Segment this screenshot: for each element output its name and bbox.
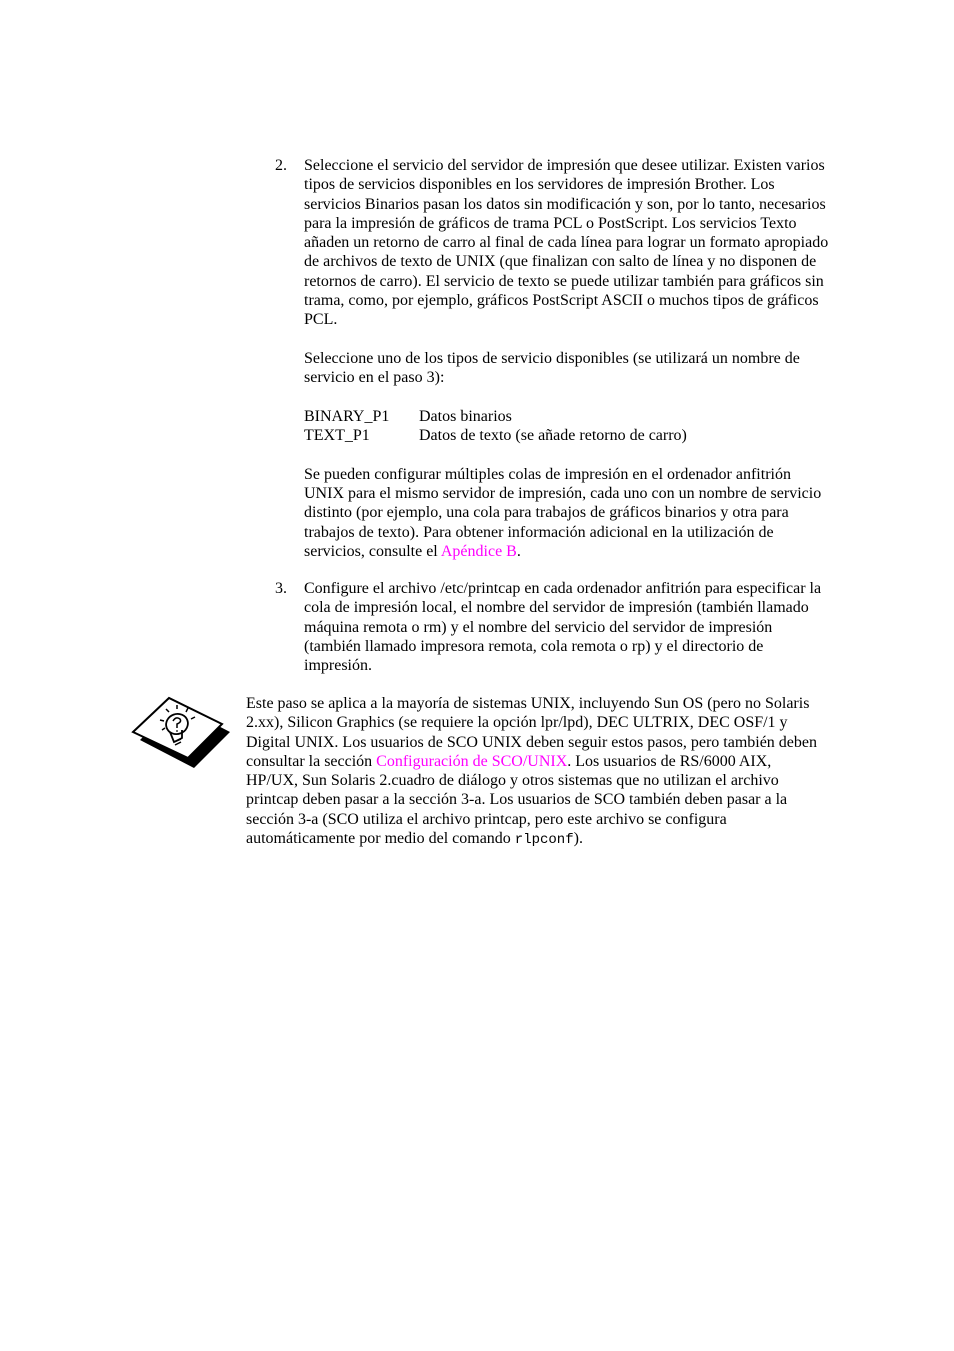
service-description: Datos de texto (se añade retorno de carro) [419,427,687,445]
item-2-body [304,156,829,561]
item-3-body [304,579,829,675]
note-paragraph [246,694,826,850]
service-name: TEXT_P1 [304,427,370,445]
paragraph-3-end: . [516,542,521,560]
service-name: BINARY_P1 [304,407,390,425]
item-2-paragraph-3 [304,465,829,561]
note-text-middle: . Los usuarios de RS/6000 AIX, HP/UX, Sun Solaris 2.cuadro de diálogo y otros sistemas que no utilizan el archivo printcap deben pasar a la sección 3-a. Los usuarios de SCO también deben pasar a la sección 3-a (SCO utiliza el archivo printcap, pero este archivo se configura automáticamente por medio del comando [246,752,788,848]
item-2-paragraph-2: Seleccione uno de los tipos de servicio disponibles (se utilizará un nombre de servicio en el paso 3): [304,349,800,387]
paragraph-3-text: Se pueden configurar múltiples colas de impresión en el ordenador anfitrión UNIX para el mismo servidor de impresión, cada uno con un nombre de servicio distinto (por ejemplo, una cola para trabajos de gráficos binarios y otra para trabajos de texto). Para obtener información adicional en la utilización de servicios, consulte el [304,465,822,560]
item-2-number: 2. [275,157,287,174]
rlpconf-command: rlpconf [514,832,574,849]
note-text-end: ). [573,830,583,848]
service-row [304,426,829,445]
appendix-b-link[interactable]: Apéndice B [440,542,517,560]
service-description: Datos binarios [419,407,512,425]
item-3-paragraph: Configure el archivo /etc/printcap en cada ordenador anfitrión para especificar la cola de impresión local, el nombre del servidor de impresión (también llamado máquina remota o rm) y el nombre del servicio del servidor de impresión (también llamado impresora remota, cola remota o rp) y el directorio de impresión. [304,580,822,675]
item-2-paragraph-1: Seleccione el servicio del servidor de impresión que desee utilizar. Existen varios tipos de servicios disponibles en los servidores de impresión Brother. Los servicios Binarios pasan los datos sin modificación y son, por lo tanto, necesarios para la impresión de gráficos de trama PCL o PostScript. Los servicios Texto añaden un retorno de carro al final de cada línea para lograr un formato apropiado de archivos de texto de UNIX (que finalizan con salto de línea y no disponen de retornos de carro). El servicio de texto se puede utilizar también para gráficos sin trama, como, por ejemplo, gráficos PostScript ASCII o muchos tipos de gráficos PCL. [304,157,829,329]
note-text: Este paso se aplica a la mayoría de sistemas UNIX, incluyendo Sun OS (pero no Solaris 2.xx), Silicon Graphics (se requiere la opción lpr/lpd), DEC ULTRIX, DEC OSF/1 y Digital UNIX. Los usuarios de SCO UNIX deben seguir estos pasos, pero también deben consultar la sección [246,695,818,770]
item-3-number: 3. [275,580,287,597]
service-row [304,407,829,426]
sco-unix-config-link[interactable]: Configuración de SCO/UNIX [376,752,568,770]
service-list [304,407,829,446]
lightbulb-note-icon [130,692,230,772]
